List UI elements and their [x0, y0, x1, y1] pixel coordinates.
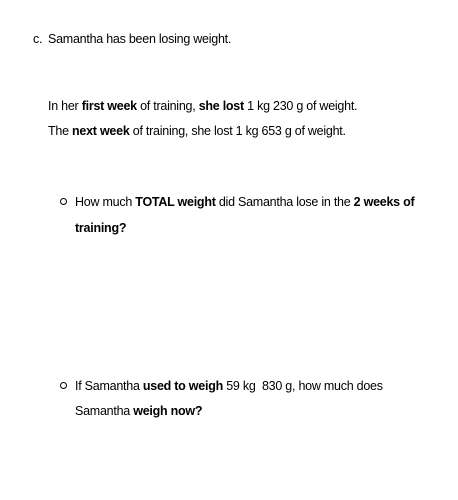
question-2-line-2: Samantha weigh now? [75, 404, 203, 418]
problem-heading-text: Samantha has been losing weight. [48, 32, 232, 46]
question-2-line-1: If Samantha used to weigh 59 kg 830 g, how much does [75, 379, 383, 393]
intro-line-first-week: In her first week of training, she lost 1 kg 230 g of weight. [48, 99, 358, 113]
problem-label: c. [33, 32, 43, 46]
question-1-line-1: How much TOTAL weight did Samantha lose in the 2 weeks of [75, 195, 415, 209]
question-1-bullet-icon [60, 198, 67, 205]
question-2-bullet-icon [60, 382, 67, 389]
problem-heading [33, 31, 231, 47]
intro-line-next-week: The next week of training, she lost 1 kg 653 g of weight. [48, 124, 346, 138]
question-1-line-2: training? [75, 221, 127, 235]
